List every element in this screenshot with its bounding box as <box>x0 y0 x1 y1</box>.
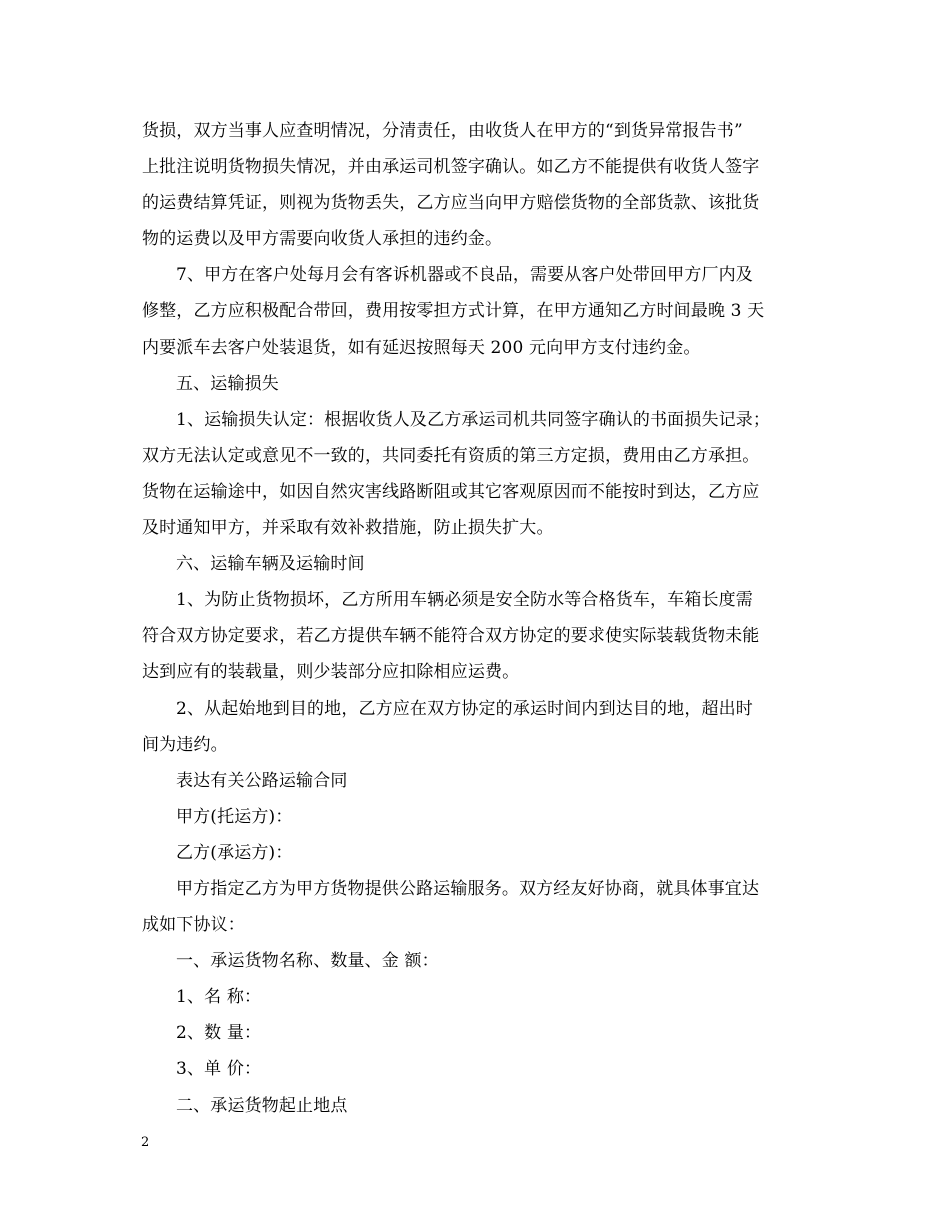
text-line: 7、甲方在客户处每月会有客诉机器或不良品，需要从客户处带回甲方厂内及 <box>176 265 753 286</box>
party-b-field: 乙方(承运方)： <box>176 842 293 863</box>
section-heading: 六、运输车辆及运输时间 <box>176 554 365 575</box>
text-line: 的运费结算凭证，则视为货物丢失，乙方应当向甲方赔偿货物的全部货款、该批货 <box>142 193 760 214</box>
document-body <box>142 113 812 1124</box>
party-a-field: 甲方(托运方)： <box>176 806 293 827</box>
document-title: 表达有关公路运输合同 <box>176 770 348 791</box>
text-line: 甲方指定乙方为甲方货物提供公路运输服务。双方经友好协商，就具体事宜达 <box>176 878 760 899</box>
text-line: 双方无法认定或意见不一致的，共同委托有资质的第三方定损，费用由乙方承担。 <box>142 445 760 466</box>
section-heading: 二、承运货物起止地点 <box>176 1095 348 1116</box>
text-line: 物的运费以及甲方需要向收货人承担的违约金。 <box>142 229 503 250</box>
item-name-field: 1、名 称： <box>176 987 262 1008</box>
text-line: 1、运输损失认定：根据收货人及乙方承运司机共同签字确认的书面损失记录； <box>176 409 771 430</box>
text-line: 达到应有的装载量，则少装部分应扣除相应运费。 <box>142 662 520 683</box>
text-line: 修整，乙方应积极配合带回，费用按零担方式计算，在甲方通知乙方时间最晚 3 天 <box>142 301 765 322</box>
text-line: 及时通知甲方，并采取有效补救措施，防止损失扩大。 <box>142 518 554 539</box>
text-line: 1、为防止货物损坏，乙方所用车辆必须是安全防水等合格货车，车箱长度需 <box>176 590 753 611</box>
text-line: 内要派车去客户处装退货，如有延迟按照每天 200 元向甲方支付违约金。 <box>142 337 701 358</box>
text-line: 2、从起始地到目的地，乙方应在双方协定的承运时间内到达目的地，超出时 <box>176 698 753 719</box>
item-quantity-field: 2、数 量： <box>176 1023 262 1044</box>
section-heading: 一、承运货物名称、数量、金 额： <box>176 951 439 972</box>
text-line: 符合双方协定要求，若乙方提供车辆不能符合双方协定的要求使实际装载货物未能 <box>142 626 760 647</box>
section-heading: 五、运输损失 <box>176 373 279 394</box>
page-number: 2 <box>141 1135 150 1150</box>
text-line: 间为违约。 <box>142 734 228 755</box>
text-line: 成如下协议： <box>142 915 245 936</box>
text-line: 上批注说明货物损失情况，并由承运司机签字确认。如乙方不能提供有收货人签字 <box>142 157 760 178</box>
text-line: 货损，双方当事人应查明情况，分清责任，由收货人在甲方的“到货异常报告书” <box>142 121 743 141</box>
item-price-field: 3、单 价： <box>176 1059 262 1080</box>
text-line: 货物在运输途中，如因自然灾害线路断阻或其它客观原因而不能按时到达，乙方应 <box>142 481 760 502</box>
